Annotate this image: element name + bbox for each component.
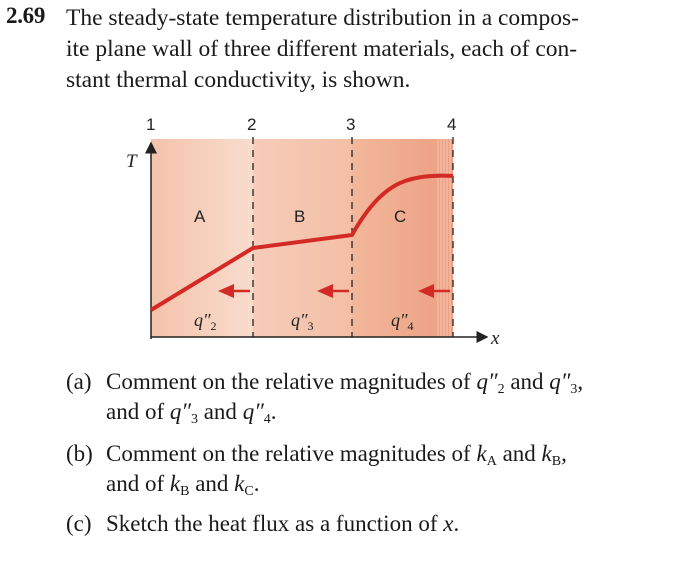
part-b-line-2: and of $k_B$ and $k_C$. [106, 471, 260, 499]
statement-line: ite plane wall of three different materials, each of con- [66, 36, 578, 62]
part-label: (c) [66, 511, 92, 536]
section-marker-4: 4 [447, 115, 457, 134]
problem-number: 2.69 [6, 3, 46, 28]
flux-label-q3: $q''_3$ [291, 310, 314, 333]
material-label-c: C [394, 207, 407, 226]
material-label-b: B [294, 207, 306, 226]
material-a-band [151, 139, 253, 337]
x-axis-label: x [491, 328, 500, 349]
section-marker-3: 3 [346, 115, 356, 134]
flux-label-q4: $q''_4$ [391, 310, 414, 333]
material-label-a: A [194, 207, 206, 226]
part-a-line-2: and of $q''_3$ and $q''_4$. [106, 399, 277, 427]
part-b-line-1: Comment on the relative magnitudes of $k_A$ and $k_B$, [106, 441, 567, 469]
part-label: (a) [66, 369, 92, 394]
section-marker-2: 2 [247, 115, 257, 134]
statement-line: The steady-state temperature distribution in a compos- [66, 5, 579, 31]
part-c-line-1: Sketch the heat flux as a function of x. [106, 511, 460, 536]
statement-line: stant thermal conductivity, is shown. [66, 67, 411, 93]
part-label: (b) [66, 441, 93, 466]
section-marker-1: 1 [146, 115, 156, 134]
t-axis-label: T [126, 151, 137, 172]
flux-label-q2: $q''_2$ [194, 310, 217, 333]
part-a-line-1: Comment on the relative magnitudes of $q''_2$ and $q''_3$, [106, 369, 584, 397]
